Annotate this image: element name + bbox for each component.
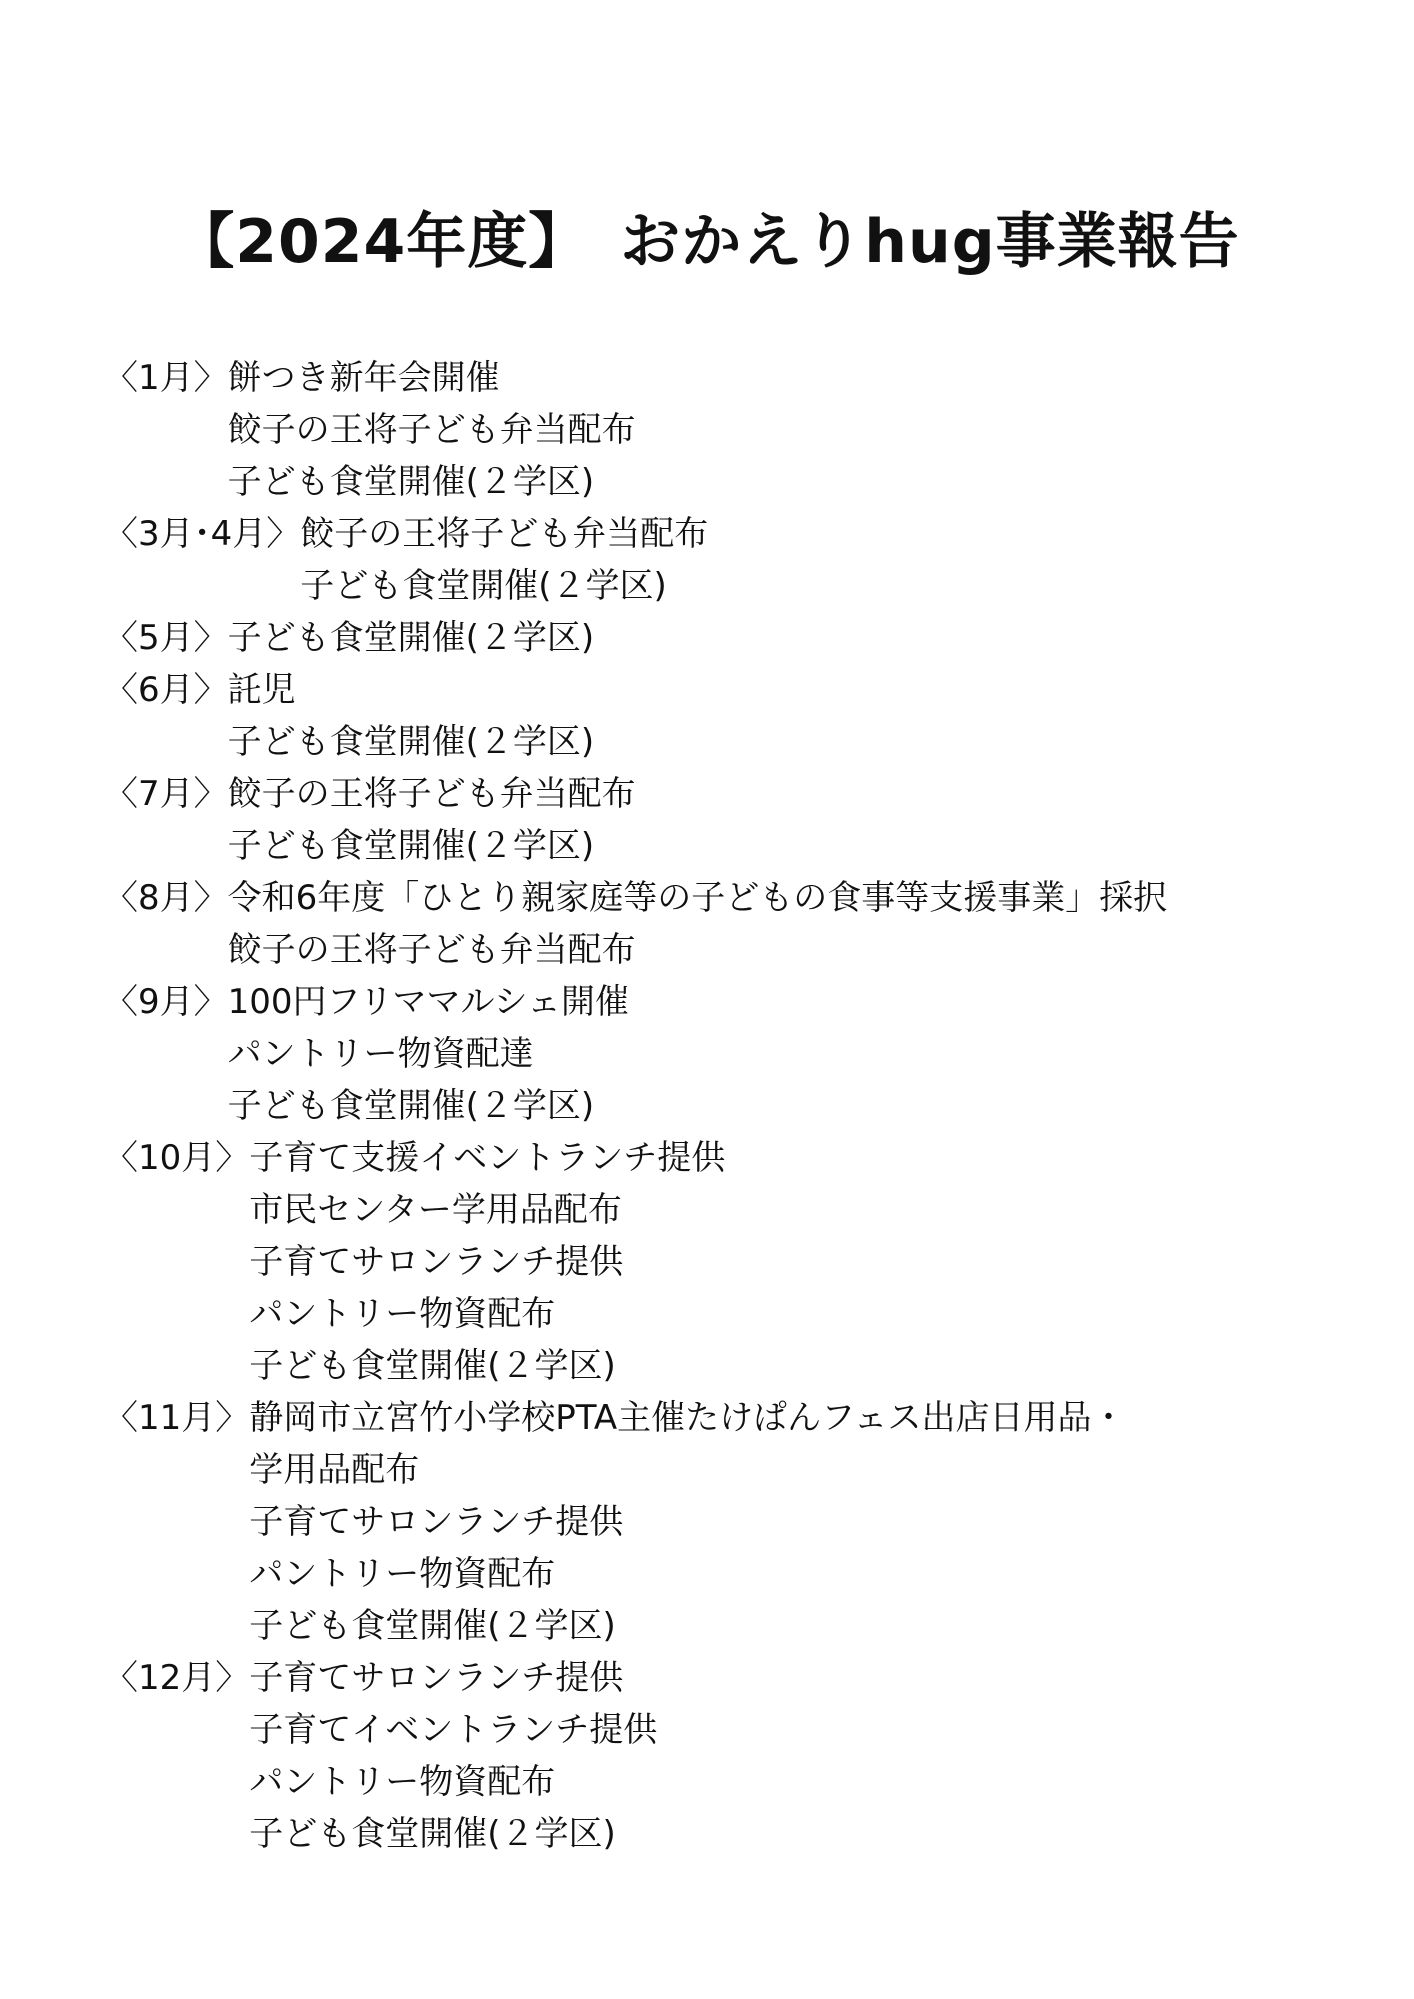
- activity-item: 子育てサロンランチ提供: [249, 1658, 624, 1698]
- activity-item: 令和6年度「ひとり親家庭等の子どもの食事等支援事業」採択: [227, 878, 1168, 918]
- month-entry: [104, 976, 1358, 1132]
- activity-item: パントリー物資配布: [249, 1294, 556, 1334]
- month-label: 〈10月〉: [104, 1138, 250, 1178]
- month-label: 〈7月〉: [104, 774, 228, 814]
- month-items: [249, 1652, 1358, 1860]
- month-entry: [104, 612, 1358, 664]
- activity-item: 子ども食堂開催(２学区): [227, 618, 595, 658]
- activity-item: 子育てサロンランチ提供: [249, 1502, 624, 1542]
- activity-item: 静岡市立宮竹小学校PTA主催たけぱんフェス出店日用品・: [249, 1398, 1126, 1438]
- month-items: [300, 508, 1358, 612]
- month-entry: [104, 1132, 1358, 1392]
- month-items: [249, 1392, 1358, 1652]
- month-entry: [104, 664, 1358, 768]
- activity-item: 子ども食堂開催(２学区): [227, 1086, 595, 1126]
- activity-item: 学用品配布: [249, 1450, 420, 1490]
- activity-item: 子ども食堂開催(２学区): [227, 462, 595, 502]
- month-label: 〈3月･4月〉: [104, 514, 301, 554]
- activity-item: 餃子の王将子ども弁当配布: [227, 774, 636, 814]
- month-label: 〈8月〉: [104, 878, 228, 918]
- activity-item: 子育てイベントランチ提供: [249, 1710, 658, 1750]
- month-entry: [104, 508, 1358, 612]
- activity-item: 子ども食堂開催(２学区): [300, 566, 667, 606]
- activity-item: 託児: [227, 670, 296, 710]
- activity-item: 子ども食堂開催(２学区): [249, 1606, 616, 1646]
- month-label: 〈1月〉: [104, 358, 228, 398]
- document-title: 【2024年度】 おかえりhug事業報告: [174, 207, 1240, 278]
- activity-item: 子ども食堂開催(２学区): [227, 722, 595, 762]
- month-label: 〈5月〉: [104, 618, 228, 658]
- month-entry: [104, 768, 1358, 872]
- month-label: 〈6月〉: [104, 670, 228, 710]
- activity-item: 子育て支援イベントランチ提供: [249, 1138, 726, 1178]
- month-label: 〈11月〉: [104, 1398, 250, 1438]
- month-items: [228, 976, 1358, 1132]
- activity-item: 子ども食堂開催(２学区): [249, 1346, 616, 1386]
- month-items: [228, 768, 1358, 872]
- month-entry: [104, 872, 1358, 976]
- monthly-report-list: [104, 352, 1358, 1860]
- month-label: 〈12月〉: [104, 1658, 250, 1698]
- month-items: [228, 612, 1358, 664]
- month-entry: [104, 1392, 1358, 1652]
- activity-item: パントリー物資配達: [227, 1034, 534, 1074]
- activity-item: 餃子の王将子ども弁当配布: [227, 930, 636, 970]
- activity-item: 餃子の王将子ども弁当配布: [227, 410, 636, 450]
- activity-item: 子ども食堂開催(２学区): [249, 1814, 616, 1854]
- month-items: [228, 664, 1358, 768]
- activity-item: 餃子の王将子ども弁当配布: [300, 514, 709, 554]
- activity-item: 市民センター学用品配布: [249, 1190, 622, 1230]
- activity-item: 餅つき新年会開催: [227, 358, 500, 398]
- activity-item: パントリー物資配布: [249, 1554, 556, 1594]
- month-label: 〈9月〉: [104, 982, 228, 1022]
- activity-item: パントリー物資配布: [249, 1762, 556, 1802]
- month-items: [249, 1132, 1358, 1392]
- activity-item: 子ども食堂開催(２学区): [227, 826, 595, 866]
- activity-item: 子育てサロンランチ提供: [249, 1242, 624, 1282]
- month-entry: [104, 352, 1358, 508]
- activity-item: 100円フリママルシェ開催: [227, 982, 629, 1022]
- month-items: [228, 352, 1358, 508]
- month-entry: [104, 1652, 1358, 1860]
- month-items: [228, 872, 1358, 976]
